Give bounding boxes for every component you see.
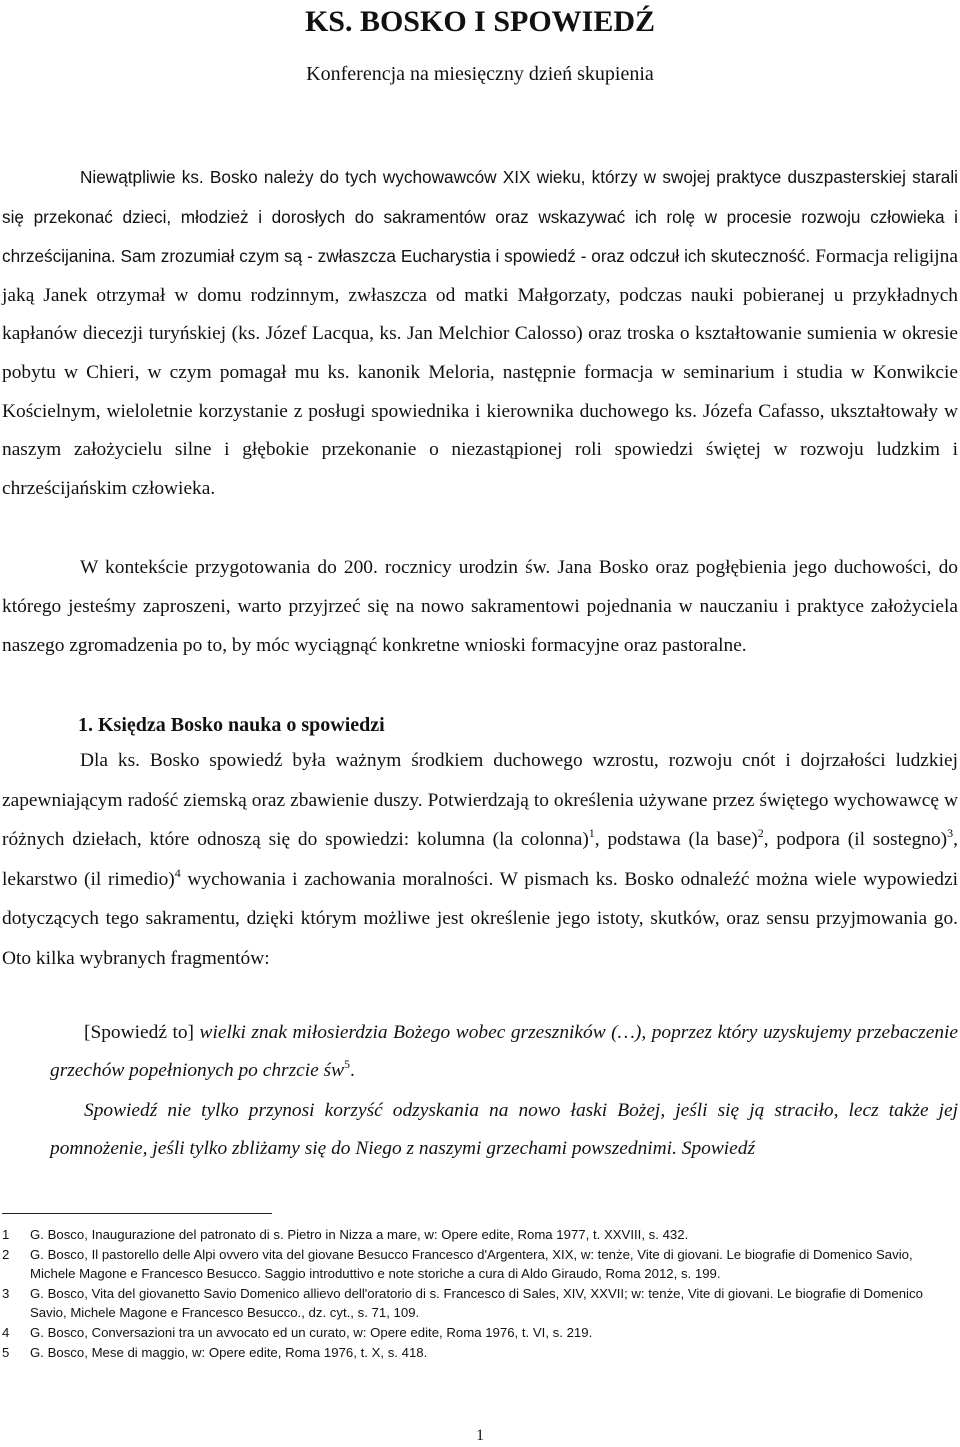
footnote-text: G. Bosco, Inaugurazione del patronato di s. Pietro in Nizza a mare, w: Opere edite, Roma 1977, t. XXVIII, s. 432. — [30, 1227, 689, 1242]
footnote — [0, 1245, 960, 1284]
footnote-separator — [2, 1213, 272, 1214]
paragraph-teaching-part-a: Dla ks. Bosko spowiedź była ważnym środkiem duchowego wzrostu, rozwoju cnót i dojrzałości ludzkiej zapewniającym radość ziemską oraz zbawienie duszy. Potwierdzają to określenia używane przez świętego wychowawcę w różnych dziełach, które odnoszą się do spowiedzi: kolumna (la colonna) — [2, 750, 958, 851]
footnote — [0, 1225, 960, 1245]
paragraph-intro-part-b: Formacja religijna jaką Janek otrzymał w domu rodzinnym, zwłaszcza od matki Małgorzaty, podczas nauki pobieranej u przykładnych kapłanów diecezji turyńskiej (ks. Józef Lacqua, ks. Jan Melchior Calosso) oraz troska o kształtowanie sumienia w okresie pobytu w Chieri, w czym pomagał mu ks. — [2, 246, 958, 383]
footnote-text: G. Bosco, Mese di maggio, w: Opere edite, Roma 1976, t. X, s. 418. — [30, 1344, 428, 1360]
paragraph-teaching-part-e: wychowania i zachowania moralności. W pismach ks. Bosko odnaleźć można wiele wypowiedzi dotyczących tego sakramentu, dzięki którym możliwe jest określenie jego istoty, skutków, oraz sensu przyjmowania go. Oto kilka wybranych fragmentów: — [2, 868, 958, 969]
footnote-ref-1[interactable]: 1 — [588, 826, 595, 841]
footnote-ref-4[interactable]: 4 — [174, 865, 181, 880]
document-subtitle: Konferencja na miesięczny dzień skupienia — [306, 63, 654, 85]
paragraph-teaching-part-d: , lekarstwo (il rimedio) — [2, 829, 958, 890]
paragraph-intro-part-c: kanonik Meloria, następnie formacja w seminarium i studia w Konwikcie Kościelnym, wieloletnie korzystanie z posługi spowiednika i kierownika duchowego ks. Józefa Cafasso, ukształtowały w naszym założycielu silne i głębokie przekonanie o niezastąpionej roli spowiedzi świętej w rozwoju ludzkim i chrześcijańskim człowieka. — [2, 361, 959, 499]
paragraph-intro — [2, 158, 958, 508]
page-number: 1 — [476, 1427, 484, 1444]
footnote-ref-2[interactable]: 2 — [757, 826, 764, 841]
paragraph-context — [2, 548, 958, 665]
quote-1-end: . — [350, 1060, 355, 1081]
footnote-ref-5[interactable]: 5 — [344, 1057, 351, 1071]
footnote — [0, 1323, 960, 1343]
footnotes — [0, 1225, 960, 1362]
footnote-text: G. Bosco, Conversazioni tra un avvocato ed un curato, w: Opere edite, Roma 1976, t. VI, s. 219. — [30, 1324, 593, 1340]
footnote-number: 1 — [2, 1227, 10, 1242]
document-title: KS. BOSKO I SPOWIEDŹ — [304, 5, 656, 38]
quote-1-lead: [Spowiedź to] — [84, 1022, 200, 1043]
paragraph-context-text: W kontekście przygotowania do 200. rocznicy urodzin św. Jana Bosko oraz pogłębienia jego duchowości, do którego jesteśmy zaproszeni, warto przyjrzeć się na nowo sakramentowi pojednania w nauczaniu i praktyce założyciela naszego zgromadzenia po to, by móc wyciągnąć konkretne wnioski formacyjne oraz pastoralne. — [2, 557, 958, 656]
quote-1 — [50, 1014, 958, 1090]
footnote-number: 2 — [2, 1246, 10, 1262]
paragraph-intro-part-a: Niewątpliwie ks. Bosko należy do tych wychowawców XIX wieku, którzy w swojej praktyce duszpasterskiej starali się przekonać dzieci, młodzież i dorosłych do sakramentów oraz wskazywać ich rolę w procesie rozwoju człowieka i chrześcijanina. Sam zrozumiał czym są - zwłaszcza Eucharystia i spowiedź - oraz odczuł ich skuteczność. — [2, 167, 958, 267]
footnote-number: 3 — [2, 1285, 10, 1301]
paragraph-teaching-part-b: , podstawa (la base) — [594, 829, 758, 851]
footnote-ref-3[interactable]: 3 — [947, 826, 954, 841]
quote-2-text: Spowiedź nie tylko przynosi korzyść odzyskania na nowo łaski Bożej, jeśli się ją straciło, lecz także jej pomnożenie, jeśli tylko zbliżamy się do Niego z naszymi grzechami powszednimi. Spowiedź — [50, 1100, 958, 1159]
footnote-number: 4 — [2, 1324, 10, 1340]
quote-1-text: wielki znak miłosierdzia Bożego wobec grzeszników (…), poprzez który uzyskujemy przebaczenie grzechów popełnionych po chrzcie św — [50, 1022, 959, 1081]
paragraph-teaching-part-c: , podpora (il sostegno) — [763, 829, 948, 851]
paragraph-teaching — [2, 741, 958, 979]
footnote — [0, 1343, 960, 1363]
footnote — [0, 1284, 960, 1323]
footnote-text: G. Bosco, Vita del giovanetto Savio Domenico allievo dell'oratorio di s. Francesco di Sales, XIV, XXVII; w: tenże, Vite di giovani. Le biografie di Domenico Savio, Michele Magone e Francesco Besucco., dz. cyt., s. 71, 109. — [30, 1285, 923, 1321]
section-heading: 1. Księdza Bosko nauka o spowiedzi — [78, 714, 385, 736]
footnote-number: 5 — [2, 1344, 10, 1360]
quote-2 — [50, 1092, 958, 1168]
footnote-text: G. Bosco, Il pastorello delle Alpi ovvero vita del giovane Besucco Francesco d'Argentera, XIX, w: tenże, Vite di giovani. Le biografie di Domenico Savio, Michele Magone e Francesco Besucco. Saggio introduttivo e note storiche a cura di Aldo Giraudo, Roma 2012, s. 199. — [30, 1246, 913, 1282]
